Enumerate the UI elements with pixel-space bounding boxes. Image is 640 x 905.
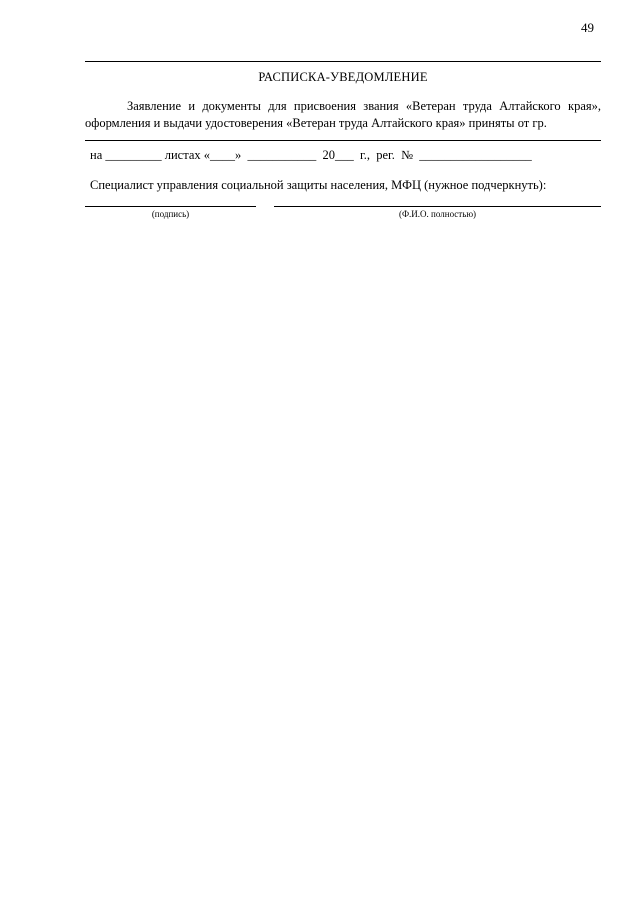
receipt-body: [85, 98, 601, 132]
page-number: 49: [581, 20, 594, 35]
signature-line: [85, 206, 256, 207]
receipt-body-line-2: оформления и выдачи удостоверения «Ветеран труда Алтайского края» приняты от гр.: [85, 116, 547, 130]
specialist-label: Специалист управления социальной защиты населения, МФЦ (нужное подчеркнуть):: [90, 178, 547, 192]
sheets-date-registration-line: на _________ листах «____» ___________ 20___ г., рег. № __________________: [90, 148, 532, 162]
full-name-caption: (Ф.И.О. полностью): [398, 209, 477, 219]
signature-caption: (подпись): [151, 209, 190, 219]
document-title: РАСПИСКА-УВЕДОМЛЕНИЕ: [258, 70, 428, 84]
receipt-body-line-1: Заявление и документы для присвоения звания «Ветеран труда Алтайского края»,: [127, 99, 601, 113]
top-divider: [85, 61, 601, 62]
full-name-line: [274, 206, 601, 207]
applicant-name-line: [85, 140, 601, 141]
